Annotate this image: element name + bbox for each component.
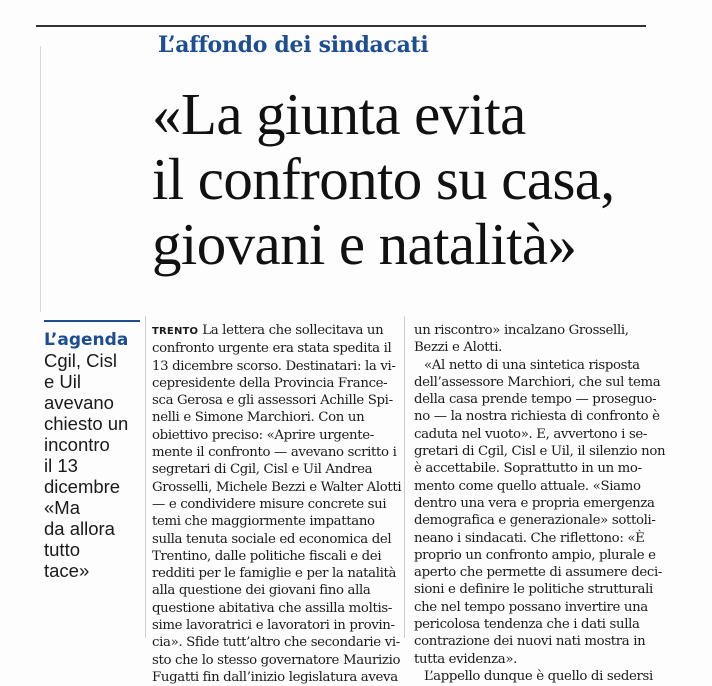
sidebar-line: chiesto un <box>44 413 129 434</box>
article-line: temi che maggiormente impattano <box>152 514 375 530</box>
article-line: neano i sindacati. Che riflettono: «È <box>414 530 645 546</box>
agenda-sidebar <box>44 320 140 581</box>
article-line: 13 dicembre scorso. Destinatari: la vi- <box>152 358 396 374</box>
article-line: della casa prende tempo — proseguo- <box>414 392 657 408</box>
headline-line: «La giunta evita <box>152 81 526 147</box>
article-line: che nel tempo possano invertire una <box>414 599 648 615</box>
article-line: sioni e definire le politiche strutturali <box>414 582 653 598</box>
sidebar-text <box>44 350 140 581</box>
headline-line: il confronto su casa, <box>152 146 615 212</box>
sidebar-line: tutto <box>44 539 80 560</box>
article-line: gretari di Cgil, Cisl e Uil, il silenzio non <box>414 444 666 460</box>
article-line: segretari di Cgil, Cisl e Uil Andrea <box>152 462 373 478</box>
article-line: Bezzi e Alotti. <box>414 340 503 356</box>
sidebar-title: L’agenda <box>44 330 129 350</box>
sidebar-line: il 13 <box>44 455 78 476</box>
sidebar-rule <box>44 320 140 322</box>
article-line: redditi per le famiglie e per la natalità <box>152 566 397 582</box>
article-column-1 <box>152 322 402 686</box>
article-line: aperto che permette di assumere deci- <box>414 565 663 581</box>
article-line: mente il confronto — avevano scritto i <box>152 445 397 461</box>
article-line: Grosselli, Michele Bezzi e Walter Alotti <box>152 479 402 495</box>
article-line: — e condividere misure concrete sui <box>152 496 387 512</box>
dateline: TRENTO <box>152 326 199 337</box>
article-line: demografica e generazionale» sottoli- <box>414 513 656 529</box>
article-line: sca Gerosa e gli assessori Achille Spi- <box>152 393 393 409</box>
article-line: contrazione dei nuovi nati mostra in <box>414 634 646 650</box>
article-column-2 <box>414 322 666 685</box>
article-line: confronto urgente era stata spedita il <box>152 341 392 357</box>
article-line: alla questione dei giovani fino alla <box>152 583 371 599</box>
article-line: caduta nel vuoto». E, avvertono i se- <box>414 426 648 442</box>
article-text: La lettera che sollecitava un <box>202 323 384 338</box>
article-line: L’appello dunque è quello di sedersi <box>424 668 653 684</box>
article-line: mento come quello attuale. «Siamo <box>414 478 641 494</box>
article-line: un riscontro» incalzano Grosselli, <box>414 323 629 338</box>
article-line: «Al netto di una sintetica risposta <box>424 357 640 373</box>
sidebar-line: da allora <box>44 518 115 539</box>
article-line: questione abitativa che assilla moltis- <box>152 600 392 616</box>
article-line: dentro una vera e propria emergenza <box>414 495 655 511</box>
article-line: cepresidente della Provincia France- <box>152 375 388 391</box>
article-line: nelli e Simone Marchiori. Con un <box>152 410 365 426</box>
article-line: sime lavoratrici e lavoratori in provin- <box>152 618 395 634</box>
top-rule <box>36 25 646 27</box>
left-margin-rule <box>40 46 41 312</box>
sidebar-line: e Uil <box>44 371 82 392</box>
sidebar-line: avevano <box>44 392 114 413</box>
sidebar-line: Cgil, Cisl <box>44 350 117 371</box>
article-line: sulla tenuta sociale ed economica del <box>152 531 392 547</box>
article-line: Trentino, dalle politiche fiscali e dei <box>152 548 382 564</box>
column-divider <box>145 316 146 638</box>
article-line <box>152 322 394 340</box>
headline-line: giovani e natalità» <box>152 211 577 277</box>
headline <box>152 82 712 277</box>
article-line: pericolosa tendenza che i dati sulla <box>414 617 640 633</box>
article-line: cia». Sfide tutt’altro che secondarie vi- <box>152 635 400 651</box>
article-line: sto che lo stesso governatore Maurizio <box>152 652 401 668</box>
article-line: tutta evidenza». <box>414 651 518 667</box>
article-line: no — la nostra richiesta di confronto è <box>414 409 660 425</box>
article-line: è accettabile. Soprattutto in un mo- <box>414 461 642 477</box>
article-line: obiettivo preciso: «Aprire urgente- <box>152 427 374 443</box>
article-line: Fugatti fin dall’inizio legislatura aveva <box>152 669 398 685</box>
sidebar-line: tace» <box>44 560 90 581</box>
article-line: proprio un confronto ampio, plurale e <box>414 547 656 563</box>
column-divider <box>404 316 405 638</box>
article-line: dell’assessore Marchiori, che sul tema <box>414 374 661 390</box>
kicker: L’affondo dei sindacati <box>158 32 429 58</box>
sidebar-line: «Ma <box>44 497 80 518</box>
sidebar-line: dicembre <box>44 476 121 497</box>
sidebar-line: incontro <box>44 434 110 455</box>
